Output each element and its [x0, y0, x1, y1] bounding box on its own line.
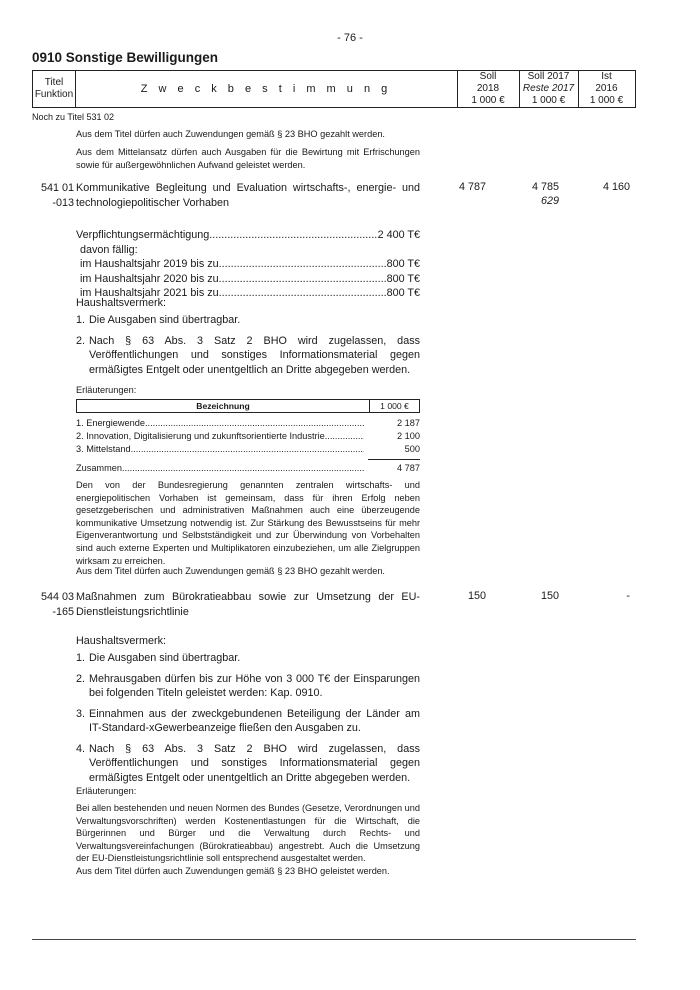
table-row: 1. Energiewende ..... 2 187: [76, 418, 420, 431]
list-item: 1. Die Ausgaben sind übertragbar.: [76, 314, 241, 326]
header-zweckbestimmung: Z w e c k b e s t i m m u n g: [140, 83, 392, 95]
header-ist-2016: Ist 2016 1 000 €: [589, 71, 624, 106]
list-item: 3. Einnahmen aus der zweckgebundenen Beteiligung der Länder am IT-Standard-xGewerbeanzeige fließen den Ausgaben zu.: [76, 707, 420, 734]
soll-2017-value: 150: [540, 590, 559, 602]
ist-2016-value: -: [626, 590, 630, 602]
title-number: 541 01 -013: [40, 182, 74, 209]
erlaeuterungen-table: [76, 399, 420, 476]
erlaeuterungen-label: Erläuterungen:: [76, 385, 137, 395]
erlaeuterungen-paragraph-1: Bei allen bestehenden und neuen Normen des Bundes (Gesetze, Verordnungen und Verwaltungsvorschriften) werden Kostenentlastungen für die Wirtschaft, die Bürgerinnen und Bürger und die Verwaltung durch Rechts- und Verwaltungsvereinfachungen (Bürokratieabbau) angestrebt. Auch die Umsetzung der EU-Dienstleistungsrichtlinie soll entsprechend ausgestaltet werden.: [76, 803, 420, 864]
erlaeuterungen-label: Erläuterungen:: [76, 786, 137, 796]
verpflichtungsermaechtigung: Verpflichtungsermächtigung ..... 2 400 T€ davon fällig: im Haushaltsjahr 2019 bis zu ..... 800 T€ im Haushaltsjahr 2020 bis zu ..... 800 T€ im Haushaltsjahr 2021 bis zu ..... 800 T€: [76, 228, 420, 301]
haushaltsvermerk-label: Haushaltsvermerk:: [76, 297, 167, 309]
erlaeuterungen-paragraph-2: Aus dem Titel dürfen auch Zuwendungen gemäß § 23 BHO gezahlt werden.: [76, 566, 385, 576]
soll-2018-value: 4 787: [458, 181, 486, 193]
title-description: Maßnahmen zum Bürokratieabbau sowie zur Umsetzung der EU-Dienstleistungsrichtlinie: [76, 591, 420, 618]
haushaltsvermerk-label: Haushaltsvermerk:: [76, 635, 167, 647]
list-item: 2. Nach § 63 Abs. 3 Satz 2 BHO wird zugelassen, dass Veröffentlichungen und sonstiges Informationsmaterial gegen ermäßigtes Entgelt oder unentgeltlich an Dritte abgegeben werden.: [76, 334, 420, 376]
haushaltsvermerk-list: [76, 651, 420, 785]
page-number: - 76 -: [337, 32, 363, 44]
table-row: 2. Innovation, Digitalisierung und zukunftsorientierte Industrie ..... 2 100: [76, 431, 420, 444]
erlaeuterungen-paragraph-2: Aus dem Titel dürfen auch Zuwendungen gemäß § 23 BHO geleistet werden.: [76, 866, 390, 876]
header-titel-funktion: Titel Funktion: [34, 77, 74, 100]
haushaltsvermerk-list: [76, 313, 420, 377]
table-header: Bezeichnung 1 000 €: [76, 399, 420, 413]
reste-2017-value: 629: [540, 195, 559, 207]
footer-rule: [32, 939, 636, 940]
header-soll-2018: Soll 2018 1 000 €: [471, 71, 505, 106]
list-item: 4. Nach § 63 Abs. 3 Satz 2 BHO wird zugelassen, dass Veröffentlichungen und sonstiges Informationsmaterial gegen ermäßigtes Entgelt oder unentgeltlich an Dritte abgegeben werden.: [76, 742, 420, 784]
table-row: 3. Mittelstand ..... 500: [76, 444, 420, 457]
intro-paragraph-2: Aus dem Mittelansatz dürfen auch Ausgaben für die Bewirtung mit Erfrischungen sowie für außergewöhnlichen Aufwand geleistet werden.: [76, 147, 420, 170]
soll-2017-value: 4 785: [531, 181, 559, 193]
erlaeuterungen-paragraph-1: Den von der Bundesregierung genannten zentralen wirtschafts- und energiepolitischen Vorhaben ist gemeinsam, dass für ihren Erfolg neben gesetzgeberischen und administrativen Maßnahmen auch eine überzeugende kommunikative Umsetzung notwendig ist. Zur Stärkung des Bewusstseins für mehr Eigenverantwortung und Selbstständigkeit und zur Überwindung von Vorbehalten sind auch externe Experten und Multiplikatoren einzubeziehen, um alle Zielgruppen wirksam zu erreichen.: [76, 480, 420, 566]
chapter-title: 0910 Sonstige Bewilligungen: [32, 50, 219, 65]
intro-paragraph-1: Aus dem Titel dürfen auch Zuwendungen gemäß § 23 BHO gezahlt werden.: [76, 129, 385, 139]
ist-2016-value: 4 160: [602, 181, 630, 193]
column-header: [32, 70, 636, 108]
list-item: 2. Mehrausgaben dürfen bis zur Höhe von 3 000 T€ der Einsparungen bei folgenden Titeln geleistet werden: Kap. 0910.: [76, 672, 420, 699]
title-number: 544 03 -165: [40, 591, 74, 618]
title-description: Kommunikative Begleitung und Evaluation wirtschafts-, energie- und technologiepolitischer Vorhaben: [76, 182, 420, 209]
header-soll-2017: Soll 2017 Reste 2017 1 000 €: [522, 71, 575, 106]
continuation-note: Noch zu Titel 531 02: [32, 112, 115, 122]
table-total-row: Zusammen ..... 4 787: [76, 463, 420, 476]
soll-2018-value: 150: [467, 590, 486, 602]
list-item: 1. Die Ausgaben sind übertragbar.: [76, 652, 241, 664]
